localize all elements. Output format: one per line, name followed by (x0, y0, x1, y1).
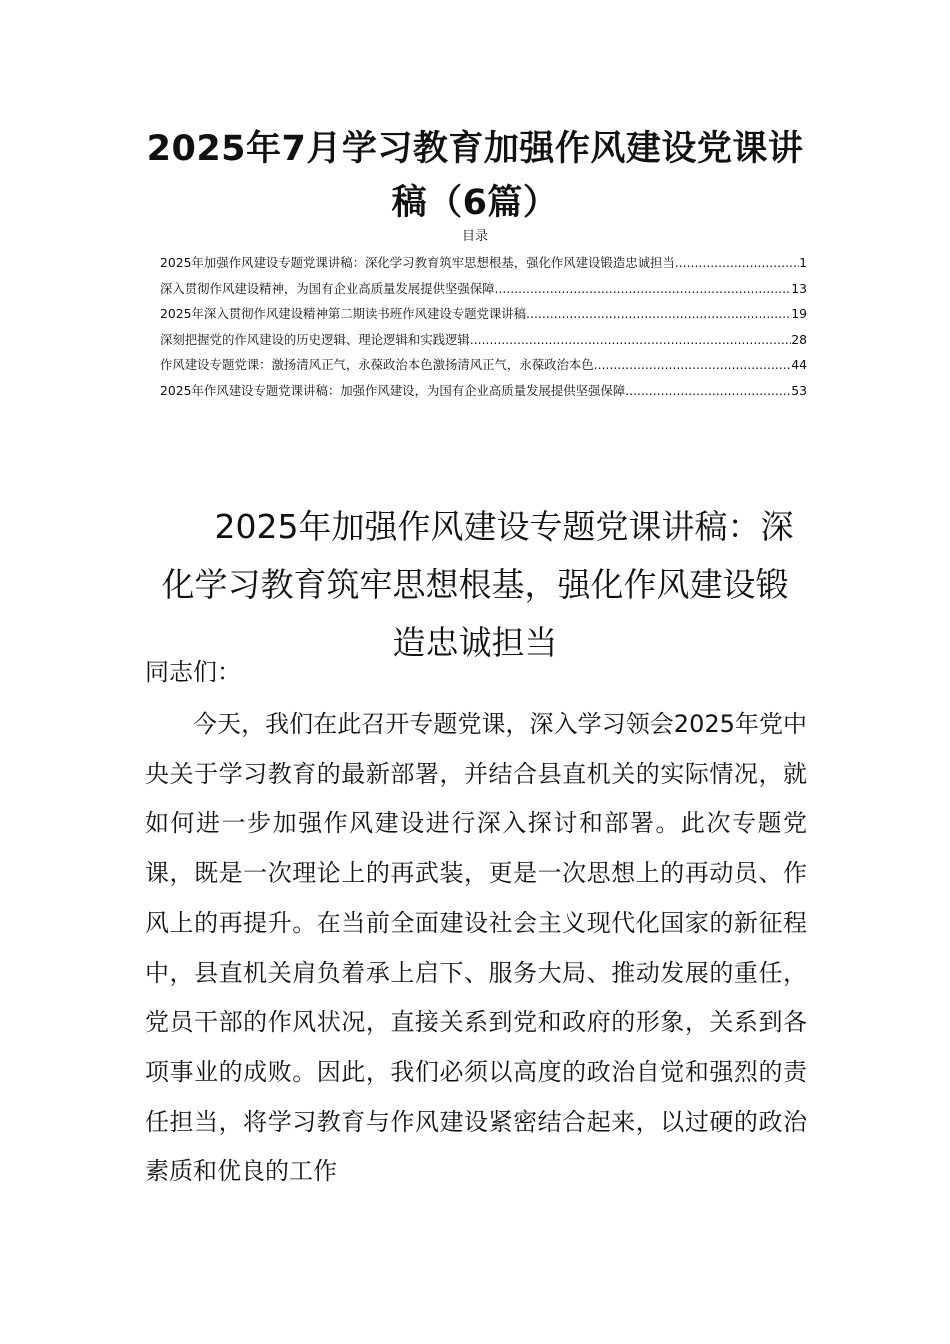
toc-entry-text: 深刻把握党的作风建设的历史逻辑、理论逻辑和实践逻辑 (160, 331, 470, 347)
document-title: 2025年7月学习教育加强作风建设党课讲稿（6篇） (146, 129, 804, 223)
toc-page-number: 44 (791, 357, 807, 372)
toc-page-number: 13 (791, 280, 807, 296)
toc-leader-dots (495, 276, 792, 302)
toc-entry-6[interactable] (160, 378, 807, 404)
toc-leader-dots (526, 301, 791, 327)
table-of-contents (160, 250, 807, 403)
toc-entry-5[interactable] (160, 352, 807, 378)
salutation: 同志们： (145, 658, 241, 686)
toc-entry-text: 2025年加强作风建设专题党课讲稿：深化学习教育筑牢思想根基，强化作风建设锻造忠诚担当 (160, 255, 675, 270)
toc-entry-text: 2025年作风建设专题党课讲稿：加强作风建设，为国有企业高质量发展提供坚强保障 (160, 382, 626, 398)
toc-entry-text: 深入贯彻作风建设精神，为国有企业高质量发展提供坚强保障 (160, 280, 495, 296)
toc-leader-dots (625, 378, 791, 404)
toc-leader-dots (675, 250, 799, 276)
toc-leader-dots (594, 352, 792, 378)
section-title-text: 2025年加强作风建设专题党课讲稿：深化学习教育筑牢思想根基，强化作风建设锻造忠诚担当 (161, 507, 794, 662)
toc-entry-2[interactable] (160, 276, 807, 302)
toc-entry-4[interactable] (160, 327, 807, 353)
toc-page-number: 28 (791, 331, 807, 347)
toc-entry-1[interactable] (160, 250, 807, 276)
toc-entry-3[interactable] (160, 301, 807, 327)
body-paragraph: 今天，我们在此召开专题党课，深入学习领会2025年党中央关于学习教育的最新部署，并结合县直机关的实际情况，就如何进一步加强作风建设进行深入探讨和部署。此次专题党课，既是一次理论上的再武装，更是一次思想上的再动员、作风上的再提升。在当前全面建设社会主义现代化国家的新征程中，县直机关肩负着承上启下、服务大局、推动发展的重任，党员干部的作风状况，直接关系到党和政府的形象，关系到各项事业的成败。因此，我们必须以高度的政治自觉和强烈的责任担当，将学习教育与作风建设紧密结合起来，以过硬的政治素质和优良的工作 (145, 710, 807, 1186)
toc-leader-dots (470, 327, 791, 353)
toc-page-number: 19 (791, 306, 807, 321)
toc-page-number: 1 (799, 255, 807, 270)
toc-entry-text: 作风建设专题党课：激扬清风正气，永葆政治本色激扬清风正气，永葆政治本色 (160, 357, 594, 372)
toc-page-number: 53 (791, 382, 807, 398)
toc-heading: 目录 (461, 229, 488, 244)
toc-entry-text: 2025年深入贯彻作风建设精神第二期读书班作风建设专题党课讲稿 (160, 306, 527, 321)
section-title (150, 498, 800, 672)
